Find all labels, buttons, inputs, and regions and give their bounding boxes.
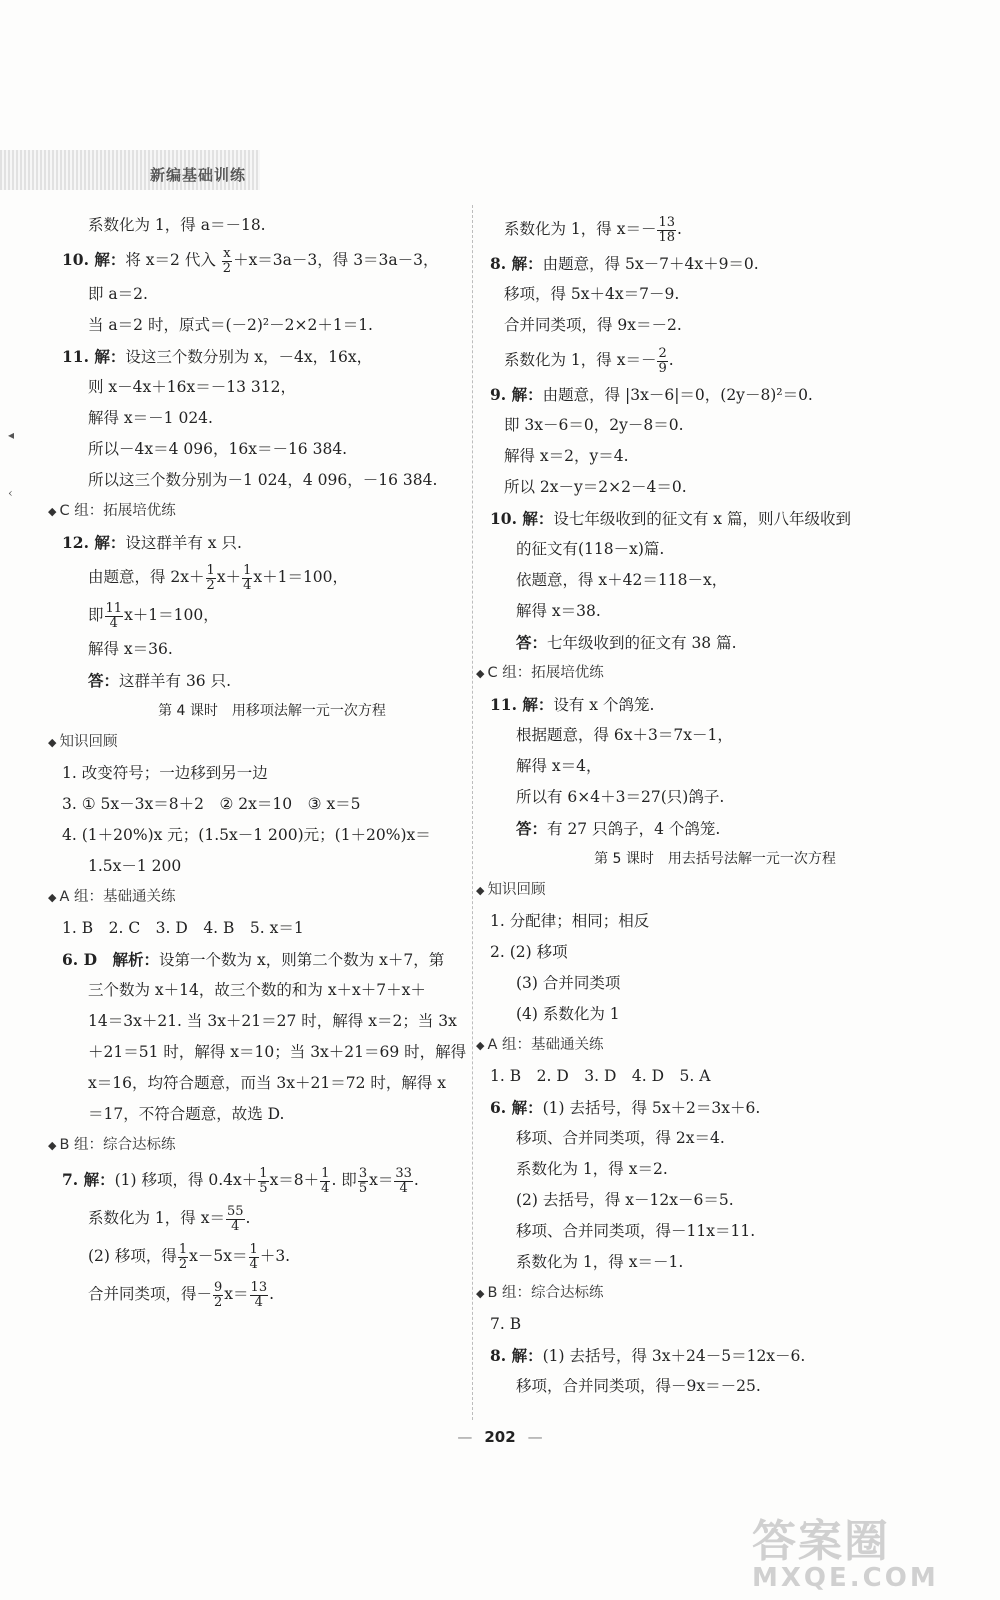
fraction (226, 1205, 245, 1234)
fraction (249, 1243, 259, 1272)
problem-7 (62, 1161, 462, 1199)
text: 这群羊有 36 只. (119, 672, 232, 690)
text: ＋3. (259, 1247, 291, 1265)
denominator: 2 (178, 1256, 188, 1272)
equation-line (62, 1237, 462, 1275)
equation-line (62, 1275, 462, 1313)
text-line: 系数化为 1，得 x＝－1. (516, 1253, 684, 1271)
fraction (320, 1167, 330, 1196)
problem-11 (490, 689, 920, 720)
text-line: 1. B 2. D 3. D 4. D 5. A (490, 1067, 711, 1085)
text: 设这群羊有 x 只. (125, 534, 242, 552)
text: 系数化为 1，得 x＝ (88, 1209, 225, 1227)
column-divider (472, 205, 473, 1420)
section-heading-c (476, 658, 920, 689)
answer-label: 答： (516, 819, 548, 838)
scan-mark: ‹ (8, 486, 13, 500)
text-line: 3. ① 5x－3x＝8＋2 ② 2x＝10 ③ x＝5 (62, 795, 361, 813)
text: 设七年级收到的征文有 x 篇，则八年级收到 (553, 510, 851, 528)
text-line: (2) 去括号，得 x－12x－6＝5. (516, 1191, 734, 1209)
text: 有 27 只鸽子，4 个鸽笼. (547, 820, 721, 838)
text: x＝ (224, 1285, 249, 1303)
text: 七年级收到的征文有 38 篇. (547, 634, 737, 652)
numerator: 1 (178, 1241, 188, 1257)
section-label: A 组：基础通关练 (487, 1037, 604, 1053)
section-heading-a (476, 1030, 920, 1061)
fraction (657, 347, 667, 376)
fraction (250, 1281, 269, 1310)
problem-label: 8. 解： (490, 254, 543, 273)
diamond-icon: ◆ (48, 505, 57, 518)
fraction (213, 1281, 223, 1310)
section-heading-b (476, 1278, 920, 1309)
numerator: 13 (250, 1279, 268, 1295)
diamond-icon: ◆ (476, 667, 485, 680)
fraction (178, 1243, 188, 1272)
text-line: 1. 改变符号；一边移到另一边 (62, 764, 268, 782)
text-line: 合并同类项，得 9x＝－2. (504, 316, 682, 334)
fraction (258, 1167, 268, 1196)
fraction (242, 564, 252, 593)
section-heading-c (48, 496, 462, 527)
page-footer (0, 1428, 1000, 1446)
denominator: 4 (231, 1218, 240, 1234)
denominator: 4 (399, 1180, 408, 1196)
numerator: 3 (358, 1165, 368, 1181)
page-number: 202 (484, 1428, 516, 1446)
text-line: 根据题意，得 6x＋3＝7x－1， (516, 726, 733, 744)
text: x＝8＋ (269, 1171, 320, 1189)
text-line: 系数化为 1，得 x＝2. (516, 1160, 668, 1178)
answer-line (62, 665, 462, 696)
text-line: 4. (1＋20%)x 元；(1.5x－1 200)元；(1＋20%)x＝ (62, 826, 431, 844)
left-column (48, 210, 467, 1313)
denominator: 4 (321, 1180, 330, 1196)
text-line: 所以这三个数分别为－1 024，4 096，－16 384. (88, 471, 438, 489)
text: 由题意，得 5x－7＋4x＋9＝0. (542, 255, 759, 273)
numerator: 1 (259, 1165, 268, 1181)
text: (1) 去括号，得 3x＋24－5＝12x－6. (542, 1347, 806, 1365)
answer-label: 答： (516, 633, 548, 652)
numerator: 1 (243, 562, 252, 578)
text-line: x＝16，均符合题意，而当 3x＋21＝72 时，解得 x (88, 1074, 447, 1092)
fraction (657, 216, 676, 245)
diamond-icon: ◆ (476, 1287, 485, 1300)
text: x＝ (369, 1171, 394, 1189)
text: ＋x＝3a－3，得 3＝3a－3， (233, 251, 439, 269)
text: x－5x＝ (189, 1247, 248, 1265)
diamond-icon: ◆ (48, 1139, 57, 1152)
fraction (206, 564, 216, 593)
footer-dash: — (527, 1428, 543, 1446)
right-column (476, 210, 920, 1402)
text: 设有 x 个鸽笼. (553, 696, 655, 714)
text: x＋1＝100， (253, 568, 349, 586)
equation-line (62, 1199, 462, 1237)
scan-mark: ◂ (8, 428, 15, 442)
answer-label: 答： (88, 671, 120, 690)
problem-label: 6. 解： (490, 1098, 543, 1117)
text-line: 所以－4x＝4 096，16x＝－16 384. (88, 440, 348, 458)
section-label: 知识回顾 (487, 882, 546, 898)
numerator: 55 (226, 1203, 244, 1219)
text-line: 2. (2) 移项 (490, 943, 568, 961)
denominator: 2 (214, 1294, 223, 1310)
text: 合并同类项，得－ (88, 1285, 213, 1303)
problem-label: 9. 解： (490, 385, 543, 404)
diamond-icon: ◆ (48, 891, 57, 904)
text: . (269, 1285, 275, 1303)
text-line: 移项、合并同类项，得－11x＝11. (516, 1222, 756, 1240)
text: (2) 移项，得 (88, 1247, 177, 1265)
section-heading-a (48, 882, 462, 913)
denominator: 2 (206, 577, 215, 593)
problem-label: 11. 解： (490, 695, 554, 714)
denominator: 4 (254, 1294, 263, 1310)
text-line: 系数化为 1，得 a＝－18. (88, 216, 266, 234)
text-line: 移项、合并同类项，得 2x＝4. (516, 1129, 725, 1147)
section-label: 知识回顾 (59, 734, 118, 750)
text-line: 解得 x＝38. (516, 602, 601, 620)
text: x＋1＝100， (124, 606, 219, 624)
problem-label: 6. D 解析： (62, 950, 160, 969)
diamond-icon: ◆ (476, 1039, 485, 1052)
text-line: 所以 2x－y＝2×2－4＝0. (504, 478, 687, 496)
denominator: 9 (658, 360, 667, 376)
text-line: 解得 x＝2，y＝4. (504, 447, 629, 465)
numerator: 1 (249, 1241, 258, 1257)
answer-line (490, 627, 920, 658)
denominator: 4 (249, 1256, 258, 1272)
fraction (222, 247, 232, 276)
problem-12 (62, 527, 462, 558)
text-line: 依题意，得 x＋42＝118－x， (516, 571, 728, 589)
denominator: 4 (243, 577, 252, 593)
text: x＋ (216, 568, 242, 586)
watermark-domain: MXQE.COM (752, 1563, 939, 1593)
diamond-icon: ◆ (476, 884, 485, 897)
text-line: 14＝3x＋21. 当 3x＋21＝27 时，解得 x＝2；当 3x (88, 1012, 457, 1030)
text: . 即 (331, 1171, 357, 1189)
answer-line (490, 813, 920, 844)
text: 由题意，得 2x＋ (88, 568, 205, 586)
numerator: 13 (658, 214, 676, 230)
text: 系数化为 1，得 x＝－ (504, 351, 657, 369)
text-line: 解得 x＝4， (516, 757, 602, 775)
text-line: 解得 x＝36. (88, 640, 173, 658)
text: . (677, 220, 682, 238)
text-line: 当 a＝2 时，原式＝(－2)²－2×2＋1＝1. (88, 316, 373, 334)
numerator: 9 (214, 1279, 223, 1295)
denominator: 5 (259, 1180, 268, 1196)
problem-label: 7. 解： (62, 1170, 115, 1189)
section-heading-b (48, 1130, 462, 1161)
text-line: 移项，得 5x＋4x＝7－9. (504, 285, 680, 303)
denominator: 18 (658, 229, 676, 245)
watermark-main: 答案圈 (752, 1516, 890, 1567)
text: 即 (88, 606, 104, 624)
denominator: 5 (358, 1180, 368, 1196)
text: (1) 移项，得 0.4x＋ (114, 1171, 258, 1189)
text: 设第一个数为 x，则第二个数为 x＋7，第 (159, 951, 445, 969)
problem-9 (490, 379, 920, 410)
text: 系数化为 1，得 x＝－ (504, 220, 657, 238)
problem-6 (62, 944, 462, 975)
book-title: 新编基础训练 (150, 166, 247, 184)
equation-line (62, 558, 462, 596)
numerator: 2 (658, 345, 667, 361)
section-label: C 组：拓展培优练 (487, 665, 604, 681)
fraction (358, 1167, 368, 1196)
problem-label: 10. 解： (490, 509, 554, 528)
text-line: 解得 x＝－1 024. (88, 409, 213, 427)
section-label: A 组：基础通关练 (59, 889, 176, 905)
fraction (105, 602, 124, 631)
equation-line (62, 596, 462, 634)
text-line: 1. B 2. C 3. D 4. B 5. x＝1 (62, 919, 304, 937)
text-line: 即 a＝2. (88, 285, 148, 303)
problem-label: 8. 解： (490, 1346, 543, 1365)
text-line: 三个数为 x＋14，故三个数的和为 x＋x＋7＋x＋ (88, 981, 426, 999)
numerator: 1 (206, 562, 215, 578)
equation-line (490, 341, 920, 379)
text: . (245, 1209, 251, 1227)
problem-label: 10. 解： (62, 250, 126, 269)
text-line: ＋21＝51 时，解得 x＝10；当 3x＋21＝69 时，解得 (88, 1043, 467, 1061)
numerator: 1 (321, 1165, 330, 1181)
problem-6 (490, 1092, 920, 1123)
problem-11 (62, 341, 462, 372)
watermark-logo (752, 1505, 982, 1593)
text-line: 即 3x－6＝0，2y－8＝0. (504, 416, 684, 434)
text: . (413, 1171, 419, 1189)
footer-dash: — (457, 1428, 473, 1446)
text-line: 1. 分配律；相同；相反 (490, 912, 650, 930)
numerator: 33 (395, 1165, 412, 1181)
section-label: C 组：拓展培优练 (59, 503, 176, 519)
text-line: 移项，合并同类项，得－9x＝－25. (516, 1377, 761, 1395)
problem-10 (62, 241, 462, 279)
numerator: x (223, 245, 231, 261)
text: 由题意，得 |3x－6|＝0，(2y－8)²＝0. (542, 386, 813, 404)
text-line: 所以有 6×4＋3＝27(只)鸽子. (516, 788, 725, 806)
problem-label: 11. 解： (62, 347, 126, 366)
text: (1) 去括号，得 5x＋2＝3x＋6. (542, 1099, 761, 1117)
lesson-4-title: 第 4 课时 用移项法解一元一次方程 (158, 703, 386, 719)
section-label: B 组：综合达标练 (487, 1285, 604, 1301)
text-line: (3) 合并同类项 (516, 974, 621, 992)
diamond-icon: ◆ (48, 736, 57, 749)
text-line: ＝17，不符合题意，故选 D. (88, 1105, 285, 1123)
denominator: 4 (109, 615, 118, 631)
problem-8 (490, 248, 920, 279)
problem-label: 12. 解： (62, 533, 126, 552)
text: 设这三个数分别为 x，－4x，16x， (125, 348, 373, 366)
text: . (668, 351, 674, 369)
text-line: (4) 系数化为 1 (516, 1005, 620, 1023)
lesson-5-title: 第 5 课时 用去括号法解一元一次方程 (594, 851, 836, 867)
text-line: 的征文有(118－x)篇. (516, 540, 665, 558)
fraction (394, 1167, 413, 1196)
numerator: 11 (105, 600, 123, 616)
denominator: 2 (222, 260, 232, 276)
text-line: 1.5x－1 200 (88, 857, 182, 875)
equation-line (490, 210, 920, 248)
section-label: B 组：综合达标练 (59, 1137, 176, 1153)
section-heading-review (48, 727, 462, 758)
text: 将 x＝2 代入 (125, 251, 216, 269)
section-heading-review (476, 875, 920, 906)
text-line: 7. B (490, 1315, 522, 1333)
problem-8 (490, 1340, 920, 1371)
problem-10 (490, 503, 920, 534)
text-line: 则 x－4x＋16x＝－13 312， (88, 378, 296, 396)
